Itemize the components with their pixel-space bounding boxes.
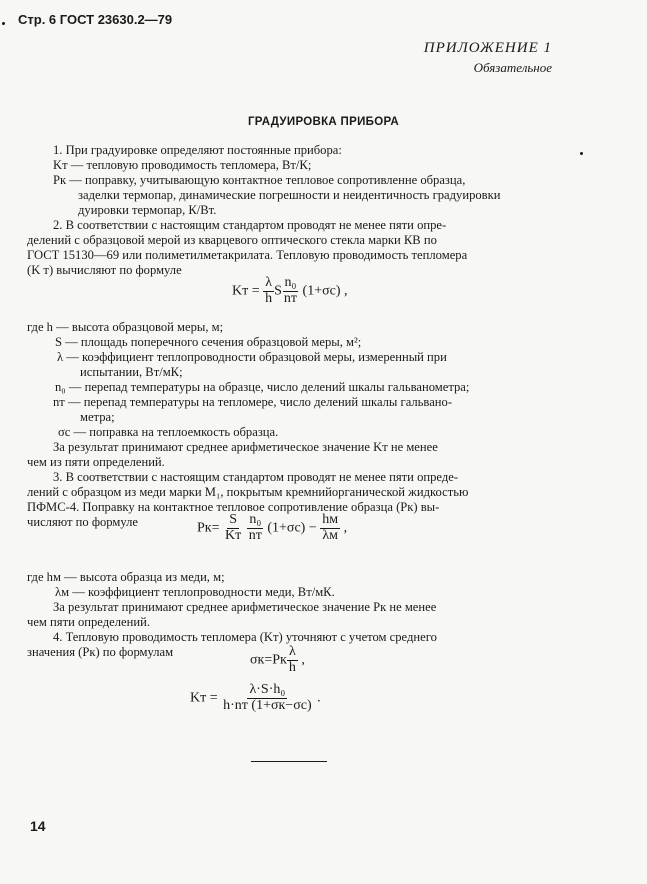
fraction-hm-lm [320,513,340,543]
text-line: чем пяти определений. [27,615,150,629]
formula-sigma-k-lhs: σк=Pк [250,652,287,668]
formula-kt-tail: (1+σс) , [302,283,348,299]
text-line: заделки термопар, динамические погрешности и неидентичность градуировки [78,188,501,202]
formula-kt [232,276,348,306]
text-line: n₀ — перепад температуры на образце, число делений шкалы гальванометра; [55,380,470,394]
text-line: 2. В соответствии с настоящим стандартом проводят не менее пяти опре- [53,218,447,232]
text-line: лений с образцом из меди марки M₁, покрытым кремнийорганической жидкостью [27,485,469,499]
frac-num: λ·S·h₀ [249,682,286,697]
text-line: Pк — поправку, учитывающую контактное тепловое сопротивленне образца, [53,173,466,187]
text-line: S — площадь поперечного сечения образцовой меры, м²; [55,335,362,349]
frac-den: Kт [224,527,242,543]
formula-sigma-k [250,645,305,675]
text-line: 4. Тепловую проводимость тепломера (Kт) уточняют с учетом среднего [53,630,437,644]
frac-num: n₀ [249,512,262,527]
text-line: 1. При градуировке определяют постоянные прибора: [53,143,342,157]
frac-den: h [288,659,296,675]
formula-kt-lhs: Kт = [232,283,260,299]
fraction-n0-nt [247,513,264,543]
formula-kt-mid: S [274,283,282,299]
frac-den: nт [283,290,298,306]
fraction-n0-nt [282,276,299,306]
appendix-label [424,40,552,76]
text-line: метра; [80,410,115,424]
formula-kt-final-lhs: Kт = [190,690,218,706]
text-line: За результат принимают среднее арифметическое значение Pк не менее [53,600,437,614]
scan-speck [2,22,5,25]
formula-pk [197,513,347,543]
text-line: σс — поправка на теплоемкость образца. [58,425,279,439]
fraction-s-kt [223,513,243,543]
formula-kt-final-tail: . [317,690,321,706]
frac-num: S [229,512,237,527]
text-line: испытании, Вт/мК; [80,365,183,379]
text-line: где hм — высота образца из меди, м; [27,570,225,584]
frac-num: n₀ [284,275,297,290]
text-line: За результат принимают среднее арифметическое значение Kт не менее [53,440,438,454]
fraction-lambda-h [263,276,274,306]
fraction-kt-final [221,683,314,713]
formula-kt-final [190,683,321,713]
frac-num: λ [265,275,273,290]
fraction-lambda-h [287,645,298,675]
formula-pk-tail: , [343,520,348,536]
text-line: числяют по формуле [27,515,138,529]
frac-num: λ [288,644,296,659]
text-line: Kт — тепловую проводимость тепломера, Вт/К; [53,158,312,172]
text-line: (K т) вычисляют по формуле [27,263,182,277]
frac-num: hм [322,512,339,527]
text-line: 3. В соответствии с настоящим стандартом проводят не менее пяти опреде- [53,470,459,484]
text-line: значения (Pк) по формулам [27,645,174,659]
end-rule [251,761,327,762]
text-line: делений с образцовой мерой из кварцевого оптического стекла марки КВ по [27,233,437,247]
scan-speck [580,152,583,155]
text-line: чем из пяти определений. [27,455,165,469]
frac-den: λм [322,527,338,543]
text-line: дуировки термопар, К/Вт. [78,203,217,217]
formula-sigma-k-tail: , [301,652,305,668]
text-line: где h — высота образцовой меры, м; [27,320,224,334]
text-line: λ — коэффициент теплопроводности образцовой меры, измеренный при [57,350,447,364]
section-title: ГРАДУИРОВКА ПРИБОРА [247,116,400,128]
text-line: λм — коэффициент теплопроводности меди, Вт/мК. [55,585,335,599]
appendix-title: ПРИЛОЖЕНИЕ 1 [423,40,552,56]
frac-den: h·nт (1+σк−σс) [223,697,312,713]
text-line: ГОСТ 15130—69 или полиметилметакрилата. Тепловую проводимость тепломера [27,248,468,262]
appendix-subtitle: Обязательное [473,60,552,75]
frac-den: h [265,290,273,306]
page-number: 14 [30,818,46,834]
formula-pk-mid: (1+σс) − [267,520,317,536]
text-line: ПФМС-4. Поправку на контактное тепловое сопротивление образца (Pк) вы- [27,500,440,514]
formula-pk-lhs: Pк= [197,520,220,536]
frac-den: nт [248,527,262,543]
text-line: nт — перепад температуры на тепломере, число делений шкалы гальвано- [53,395,453,409]
page-header: Стр. 6 ГОСТ 23630.2—79 [18,12,173,27]
